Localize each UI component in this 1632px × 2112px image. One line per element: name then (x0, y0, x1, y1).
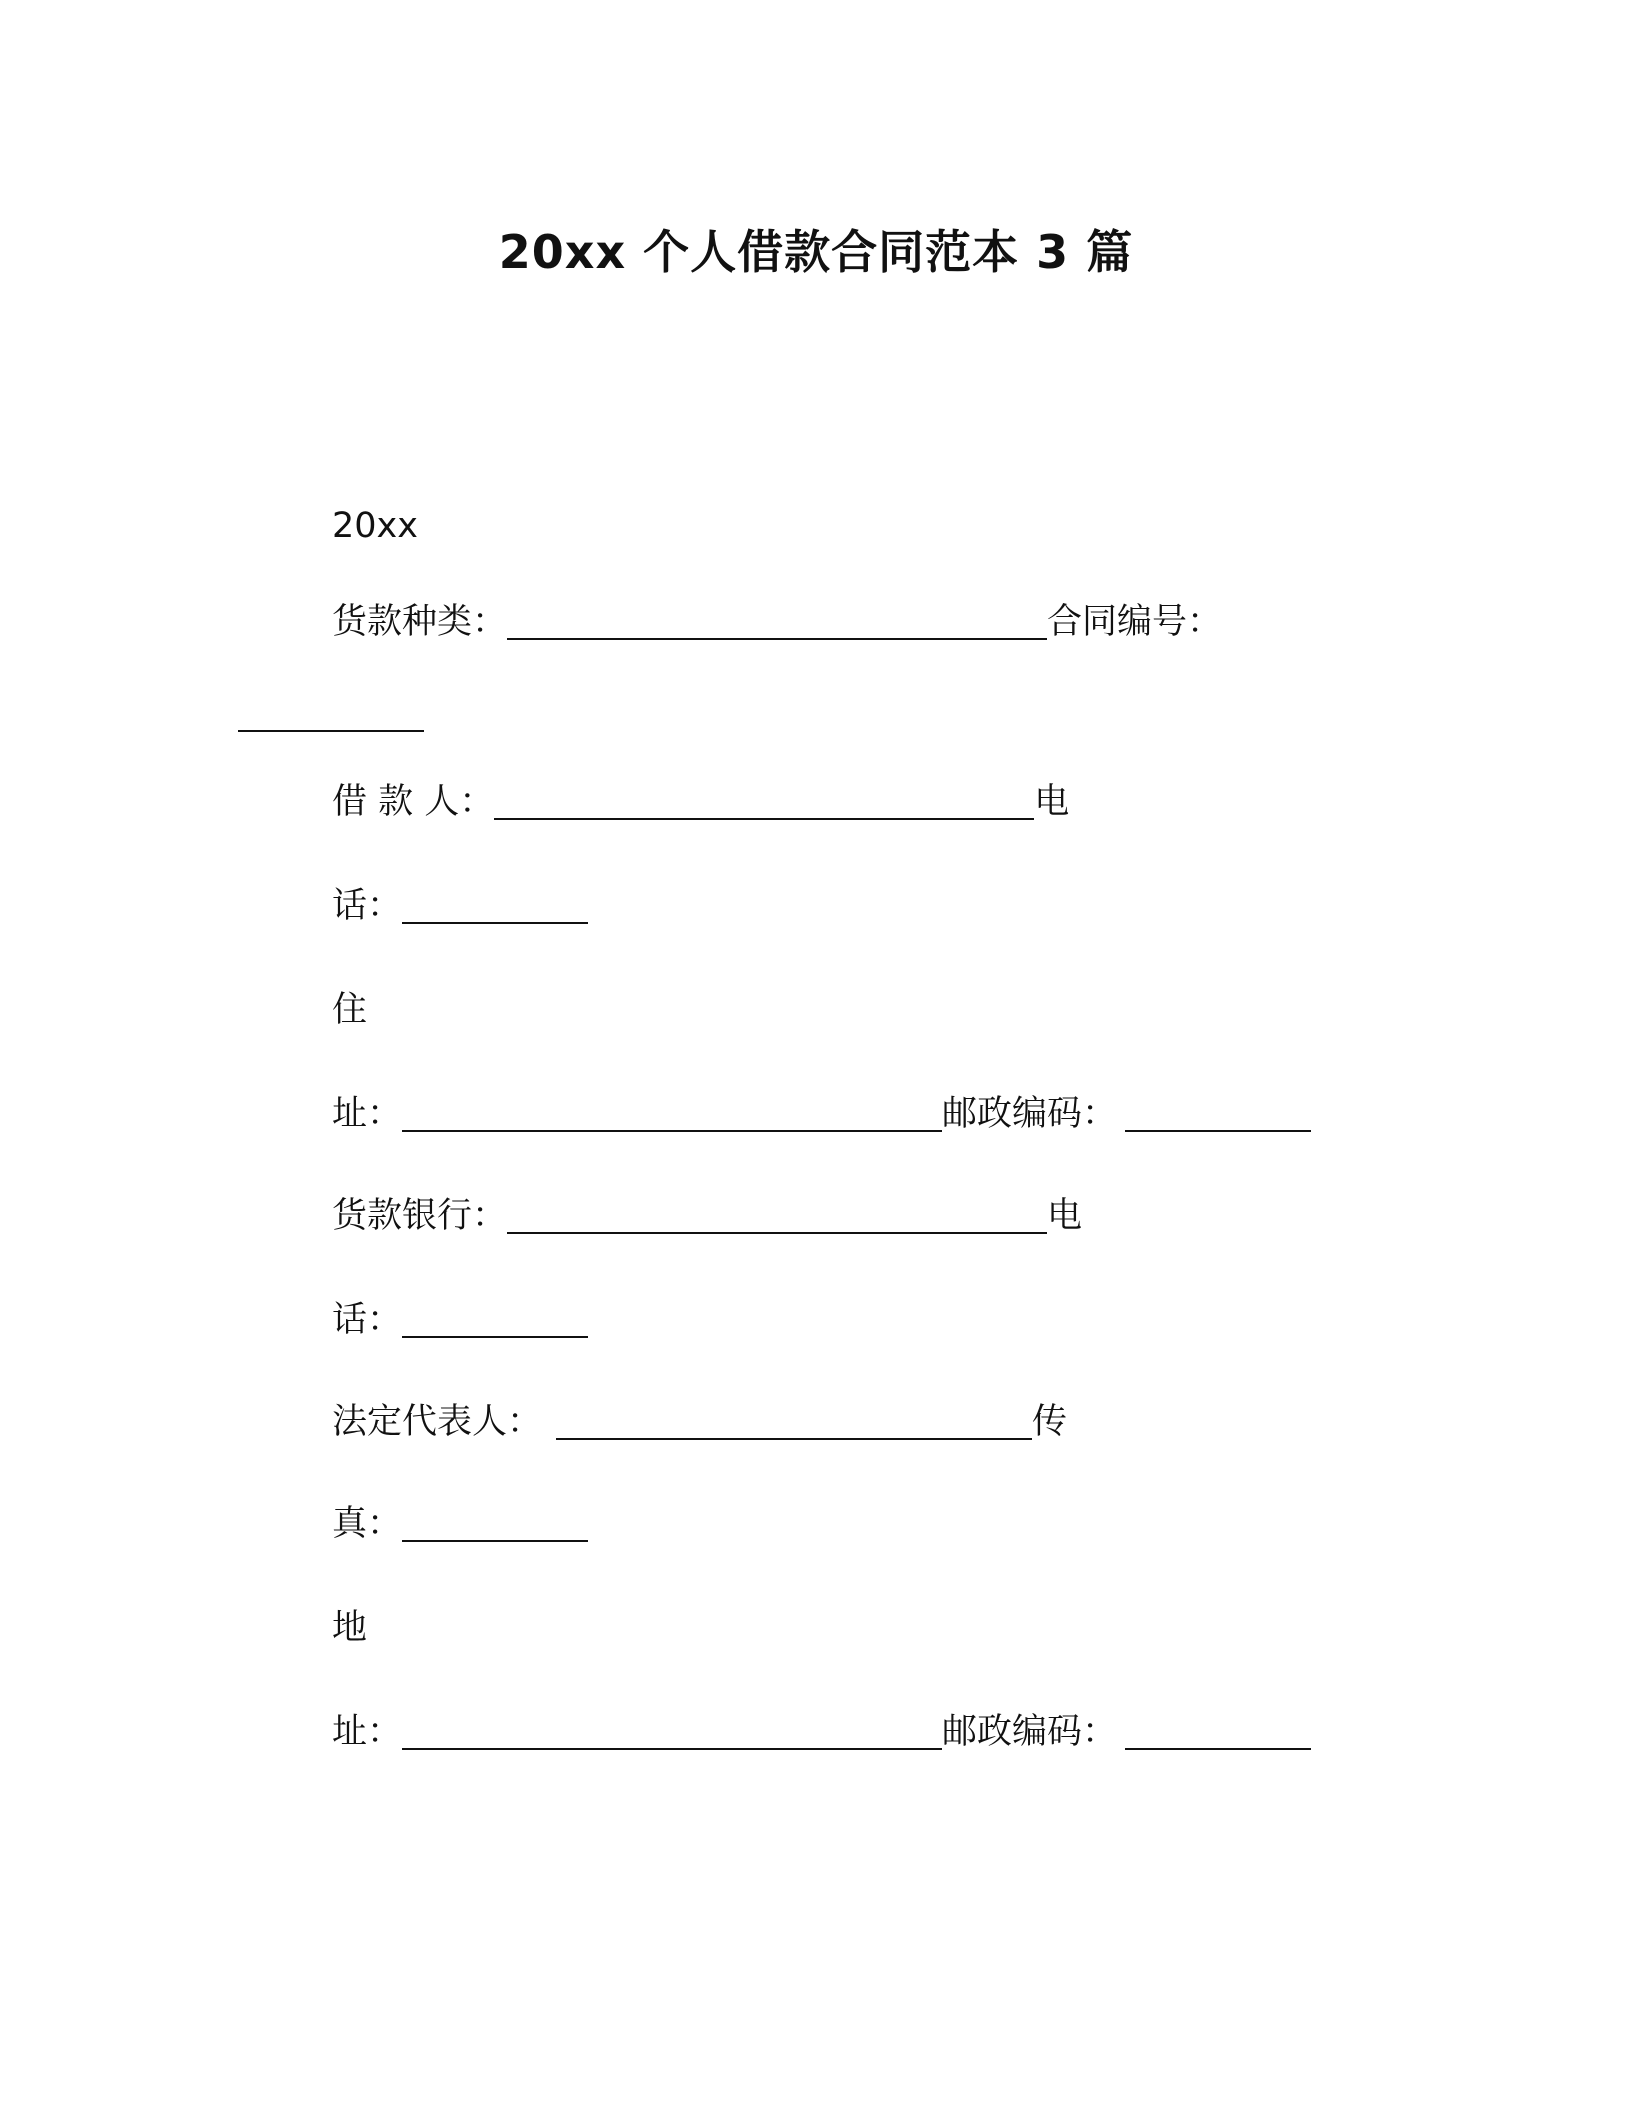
address-blank-1[interactable] (402, 1100, 942, 1132)
address-row-1b (332, 1090, 1311, 1138)
bank-label: 货款银行： (332, 1196, 508, 1236)
fax-blank[interactable] (402, 1510, 588, 1542)
legal-rep-row (332, 1398, 1067, 1446)
borrower-row (332, 778, 1069, 826)
contract-no-blank[interactable] (238, 700, 424, 732)
bank-row (332, 1192, 1082, 1240)
phone-label-1a: 电 (1034, 782, 1070, 822)
loan-type-row (332, 598, 1222, 646)
year-line (332, 502, 418, 550)
year-text: 20xx (332, 506, 418, 546)
address-label-2b: 址： (332, 1712, 403, 1752)
address-label-1a: 住 (332, 990, 368, 1030)
contract-no-row (238, 690, 424, 738)
address-row-2b (332, 1708, 1311, 1756)
address-label-1b: 址： (332, 1094, 403, 1134)
legal-rep-label: 法定代表人： (332, 1402, 543, 1442)
address-row-2a (332, 1604, 367, 1652)
postcode-blank-2[interactable] (1125, 1718, 1311, 1750)
loan-type-blank[interactable] (507, 608, 1047, 640)
phone-label-2a: 电 (1047, 1196, 1083, 1236)
phone-blank-2[interactable] (402, 1306, 588, 1338)
borrower-label: 借 款 人： (332, 782, 495, 822)
document-title: 20xx 个人借款合同范本 3 篇 (498, 225, 1134, 279)
phone-label-1b: 话： (332, 886, 403, 926)
address-label-2a: 地 (332, 1608, 368, 1648)
phone-row-1 (332, 882, 588, 930)
phone-blank-1[interactable] (402, 892, 588, 924)
bank-blank[interactable] (507, 1202, 1047, 1234)
postcode-label-2: 邮政编码： (942, 1712, 1118, 1752)
legal-rep-blank[interactable] (556, 1408, 1032, 1440)
postcode-blank-1[interactable] (1125, 1100, 1311, 1132)
contract-no-label: 合同编号： (1047, 602, 1223, 642)
fax-row (332, 1500, 588, 1548)
fax-label-b: 真： (332, 1504, 403, 1544)
loan-type-label: 货款种类： (332, 602, 508, 642)
phone-label-2b: 话： (332, 1300, 403, 1340)
address-blank-2[interactable] (402, 1718, 942, 1750)
postcode-label-1: 邮政编码： (942, 1094, 1118, 1134)
address-row-1a (332, 986, 367, 1034)
borrower-blank[interactable] (494, 788, 1034, 820)
phone-row-2 (332, 1296, 588, 1344)
fax-label-a: 传 (1032, 1402, 1068, 1442)
